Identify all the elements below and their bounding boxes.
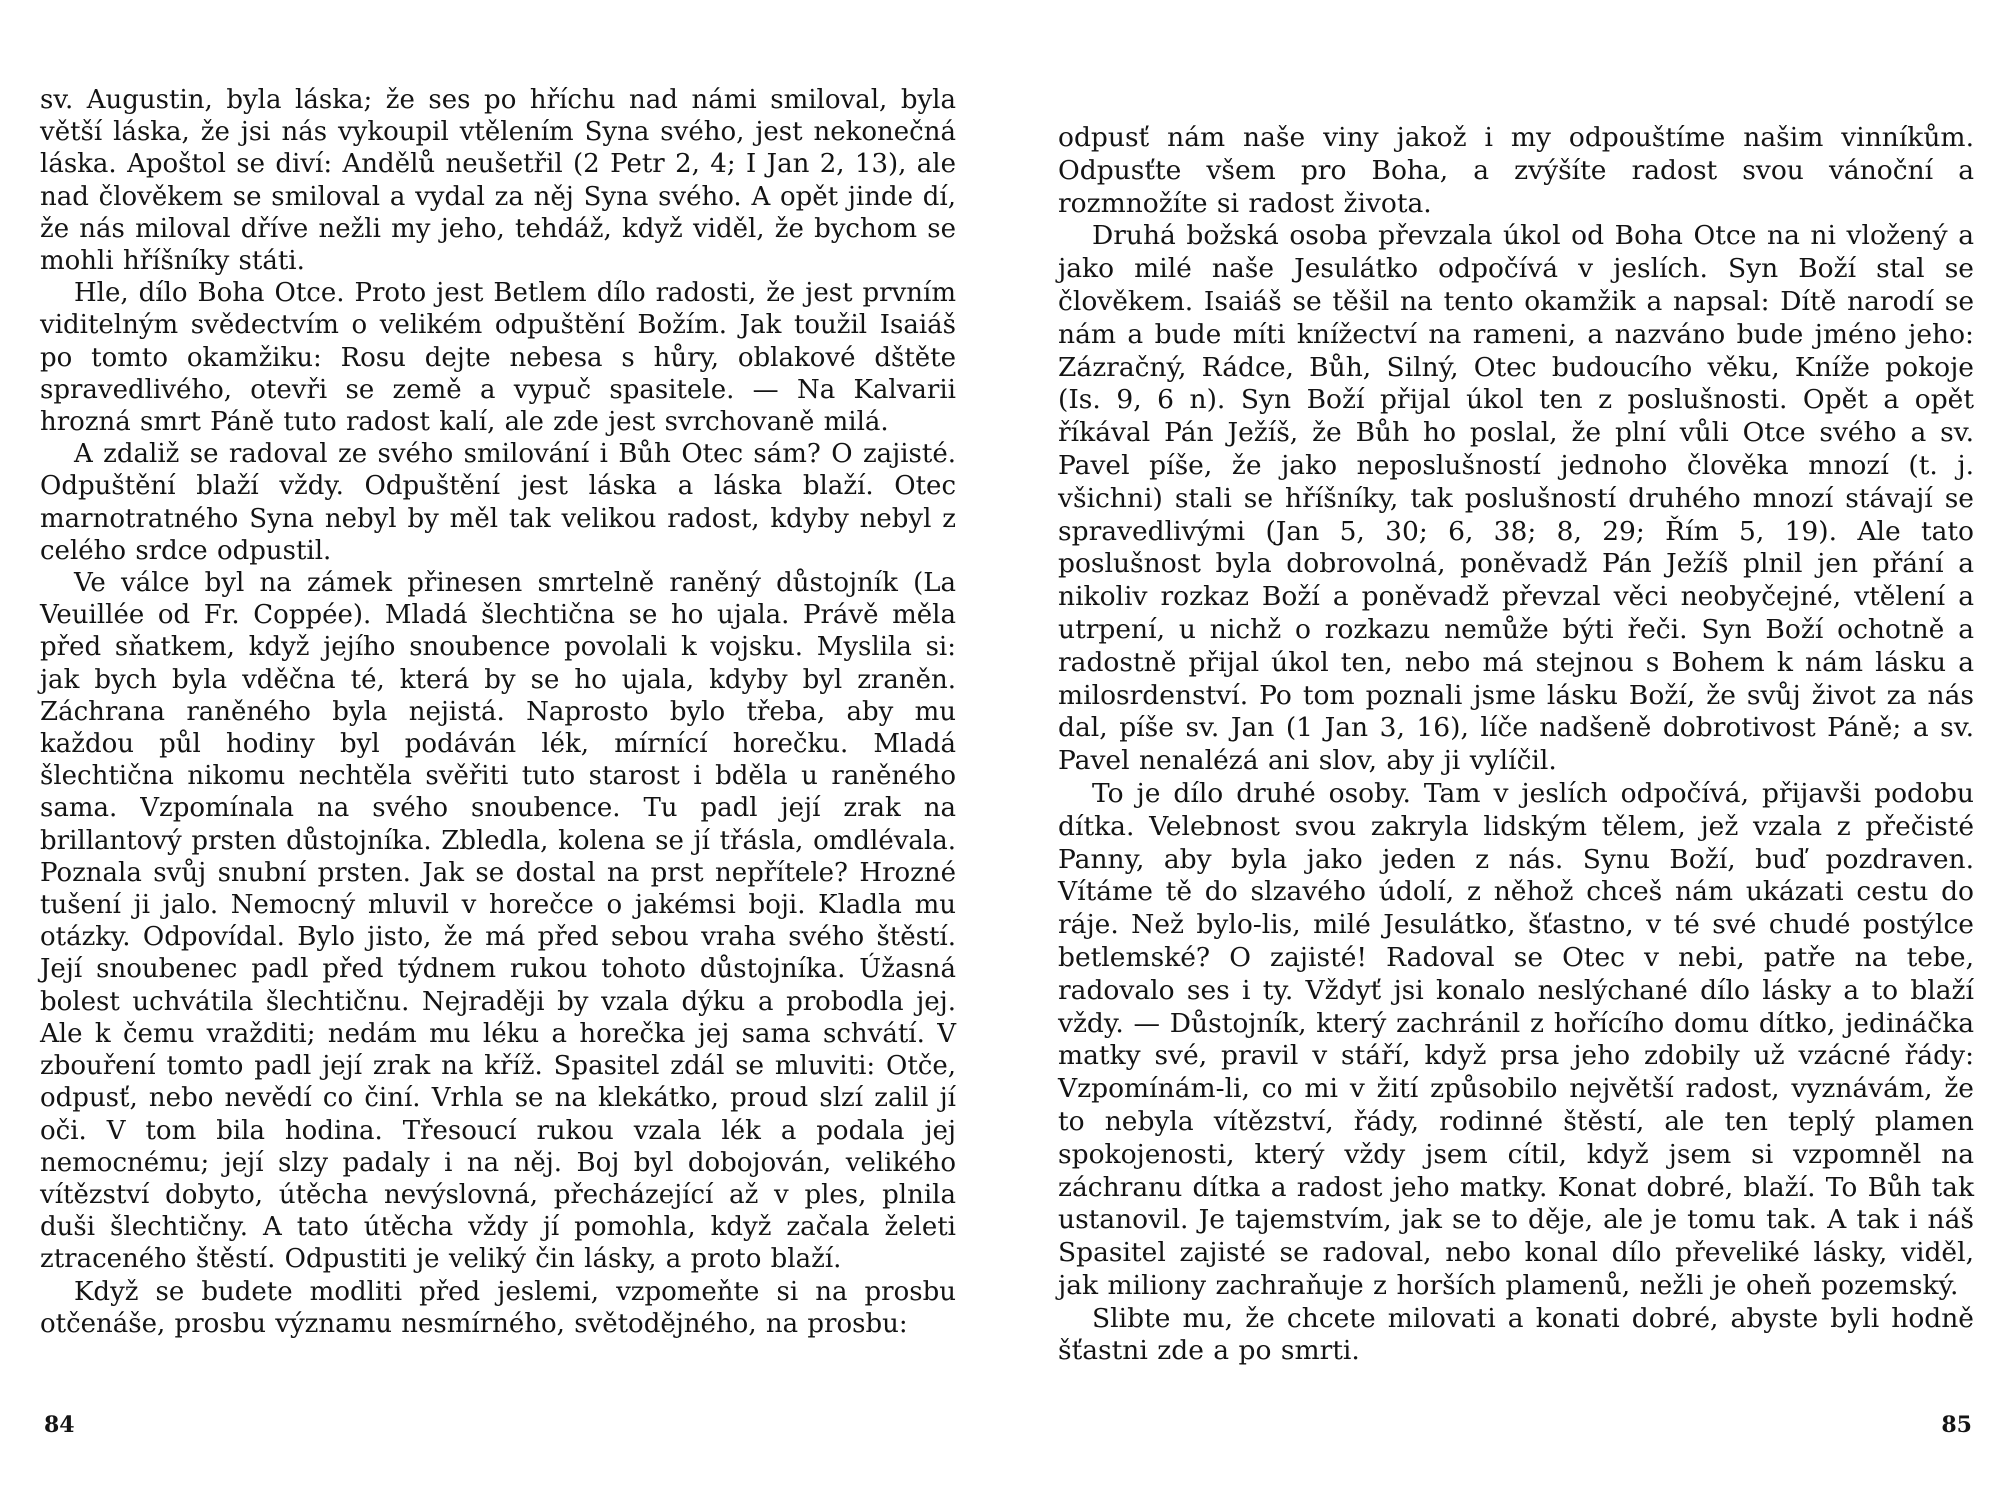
paragraph: Ve válce byl na zámek přinesen smrtelně raněný důstojník (La Veuillée od Fr. Coppée). Mladá šlechtična se ho ujala. Právě měla před sňatkem, když jejího snoubence povolali k vojsku. Myslila si: jak bych byla vděčna té, která by se ho ujala, kdyby byl zraněn. Záchrana raněného byla nejistá. Naprosto bylo třeba, aby mu každou půl hodiny byl podáván lék, mírnící horečku. Mladá šlechtična nikomu nechtěla svěřiti tuto starost i bděla u raněného sama. Vzpomínala na svého snoubence. Tu padl její zrak na brillantový prsten důstojníka. Zbledla, kolena se jí třásla, omdlévala. Poznala svůj snubní prsten. Jak se dostal na prst nepřítele? Hrozné tušení ji jalo. Nemocný mluvil v horečce o jakémsi boji. Kladla mu otázky. Odpovídal. Bylo jisto, že má před sebou vraha svého štěstí. Její snoubenec padl před týdnem rukou tohoto důstojníka. Úžasná bolest uchvátila šlechtičnu. Nejraději by vzala dýku a probodla jej. Ale k čemu vražditi; nedám mu léku a horečka jej sama schvátí. V zbouření tomto padl její zrak na kříž. Spasitel zdál se mluviti: Otče, odpusť, nebo nevědí co činí. Vrhla se na klekátko, proud slzí zalil jí oči. V tom bila hodina. Třesoucí rukou vzala lék a podala jej nemocnému; její slzy padaly i na něj. Boj byl dobojován, velikého vítězství dobyto, útěcha nevýslovná, přecházející až v ples, plnila duši šlechtičny. A tato útěcha vždy jí pomohla, když začala želeti ztraceného štěstí. Odpustiti je veliký čin lásky, a proto blaží. [40,568,956,1275]
paragraph: odpusť nám naše viny jakož i my odpouštíme našim vinníkům. Odpusťte všem pro Boha, a zvýšíte radost svou vánoční a rozmnožíte si radost života. [1058,122,1974,219]
paragraph: Slibte mu, že chcete milovati a konati dobré, abyste byli hodně šťastni zde a po smrti. [1058,1302,1974,1367]
right-page-text [1058,122,1974,1368]
page-number: 84 [44,1412,75,1438]
left-page [40,0,956,1500]
paragraph: Hle, dílo Boha Otce. Proto jest Betlem dílo radosti, že jest prvním viditelným svědectvím o velikém odpuštění Božím. Jak toužil Isaiáš po tomto okamžiku: Rosu dejte nebesa s hůry, oblakové dštěte spravedlivého, otevři se země a vypuč spasitele. — Na Kalvarii hrozná smrt Páně tuto radost kalí, ale zde jest svrchovaně milá. [40,278,956,438]
paragraph: To je dílo druhé osoby. Tam v jeslích odpočívá, přijavši podobu dítka. Velebnost svou zakryla lidským tělem, jež vzala z přečisté Panny, aby byla jako jeden z nás. Synu Boží, buď pozdraven. Vítáme tě do slzavého údolí, z něhož chceš nám ukázati cestu do ráje. Než bylo-lis, milé Jesulátko, šťastno, v té své chudé postýlce betlemské? O zajisté! Radoval se Otec v nebi, patře na tebe, radovalo ses i ty. Vždyť jsi konalo neslýchané dílo lásky a to blaží vždy. — Důstojník, který zachránil z hořícího domu dítko, jedináčka matky své, pravil v stáří, když prsa jeho zdobily už vzácné řády: Vzpomínám-li, co mi v žití způsobilo největší radost, vyznávám, že to nebyla vítězství, řády, rodinné štěstí, ale ten teplý plamen spokojenosti, který vždy jsem cítil, když jsem si vzpomněl na záchranu dítka a radost jeho matky. Konat dobré, blaží. To Bůh tak ustanovil. Je tajemstvím, jak se to děje, ale je tomu tak. A tak i náš Spasitel zajisté se radoval, nebo konal dílo převeliké lásky, viděl, jak miliony zachraňuje z horších plamenů, nežli je oheň pozemský. [1058,777,1974,1301]
paragraph: sv. Augustin, byla láska; že ses po hříchu nad námi smiloval, byla větší láska, že jsi nás vykoupil vtělením Syna svého, jest nekonečná láska. Apoštol se diví: Andělů neušetřil (2 Petr 2, 4; I Jan 2, 13), ale nad člověkem se smiloval a vydal za něj Syna svého. A opět jinde dí, že nás miloval dříve nežli my jeho, tehdáž, když viděl, že bychom se mohli hříšníky státi. [40,85,956,277]
right-page [1058,0,1974,1500]
page-number: 85 [1941,1412,1972,1438]
left-page-text [40,84,956,1340]
paragraph: A zdaliž se radoval ze svého smilování i Bůh Otec sám? O zajisté. Odpuštění blaží vždy. Odpuštění jest láska a láska blaží. Otec marnotratného Syna nebyl by měl tak velikou radost, kdyby nebyl z celého srdce odpustil. [40,439,956,566]
paragraph: Když se budete modliti před jeslemi, vzpomeňte si na prosbu otčenáše, prosbu významu nesmírného, světodějného, na prosbu: [40,1276,956,1339]
paragraph: Druhá božská osoba převzala úkol od Boha Otce na ni vložený a jako milé naše Jesulátko odpočívá v jeslích. Syn Boží stal se člověkem. Isaiáš se těšil na tento okamžik a napsal: Dítě narodí se nám a bude míti knížectví na rameni, a nazváno bude jméno jeho: Zázračný, Rádce, Bůh, Silný, Otec budoucího věku, Kníže pokoje (Is. 9, 6 n). Syn Boží přijal úkol ten z poslušnosti. Opět a opět říkával Pán Ježíš, že Bůh ho poslal, že plní vůli Otce svého a sv. Pavel píše, že jako neposlušností jednoho člověka mnozí (t. j. všichni) stali se hříšníky, tak poslušností druhého mnozí stávají se spravedlivými (Jan 5, 30; 6, 38; 8, 29; Řím 5, 19). Ale tato poslušnost byla dobrovolná, poněvadž Pán Ježíš plnil jen přání a nikoliv rozkaz Boží a poněvadž převzal věci neobyčejné, vtělení a utrpení, u nichž o rozkazu nemůže býti řeči. Syn Boží ochotně a radostně přijal úkol ten, nebo má stejnou s Bohem k nám lásku a milosrdenství. Po tom poznali jsme lásku Boží, že svůj život za nás dal, píše sv. Jan (1 Jan 3, 16), líče nadšeně dobrotivost Páně; a sv. Pavel nenalézá ani slov, aby ji vylíčil. [1058,220,1974,777]
